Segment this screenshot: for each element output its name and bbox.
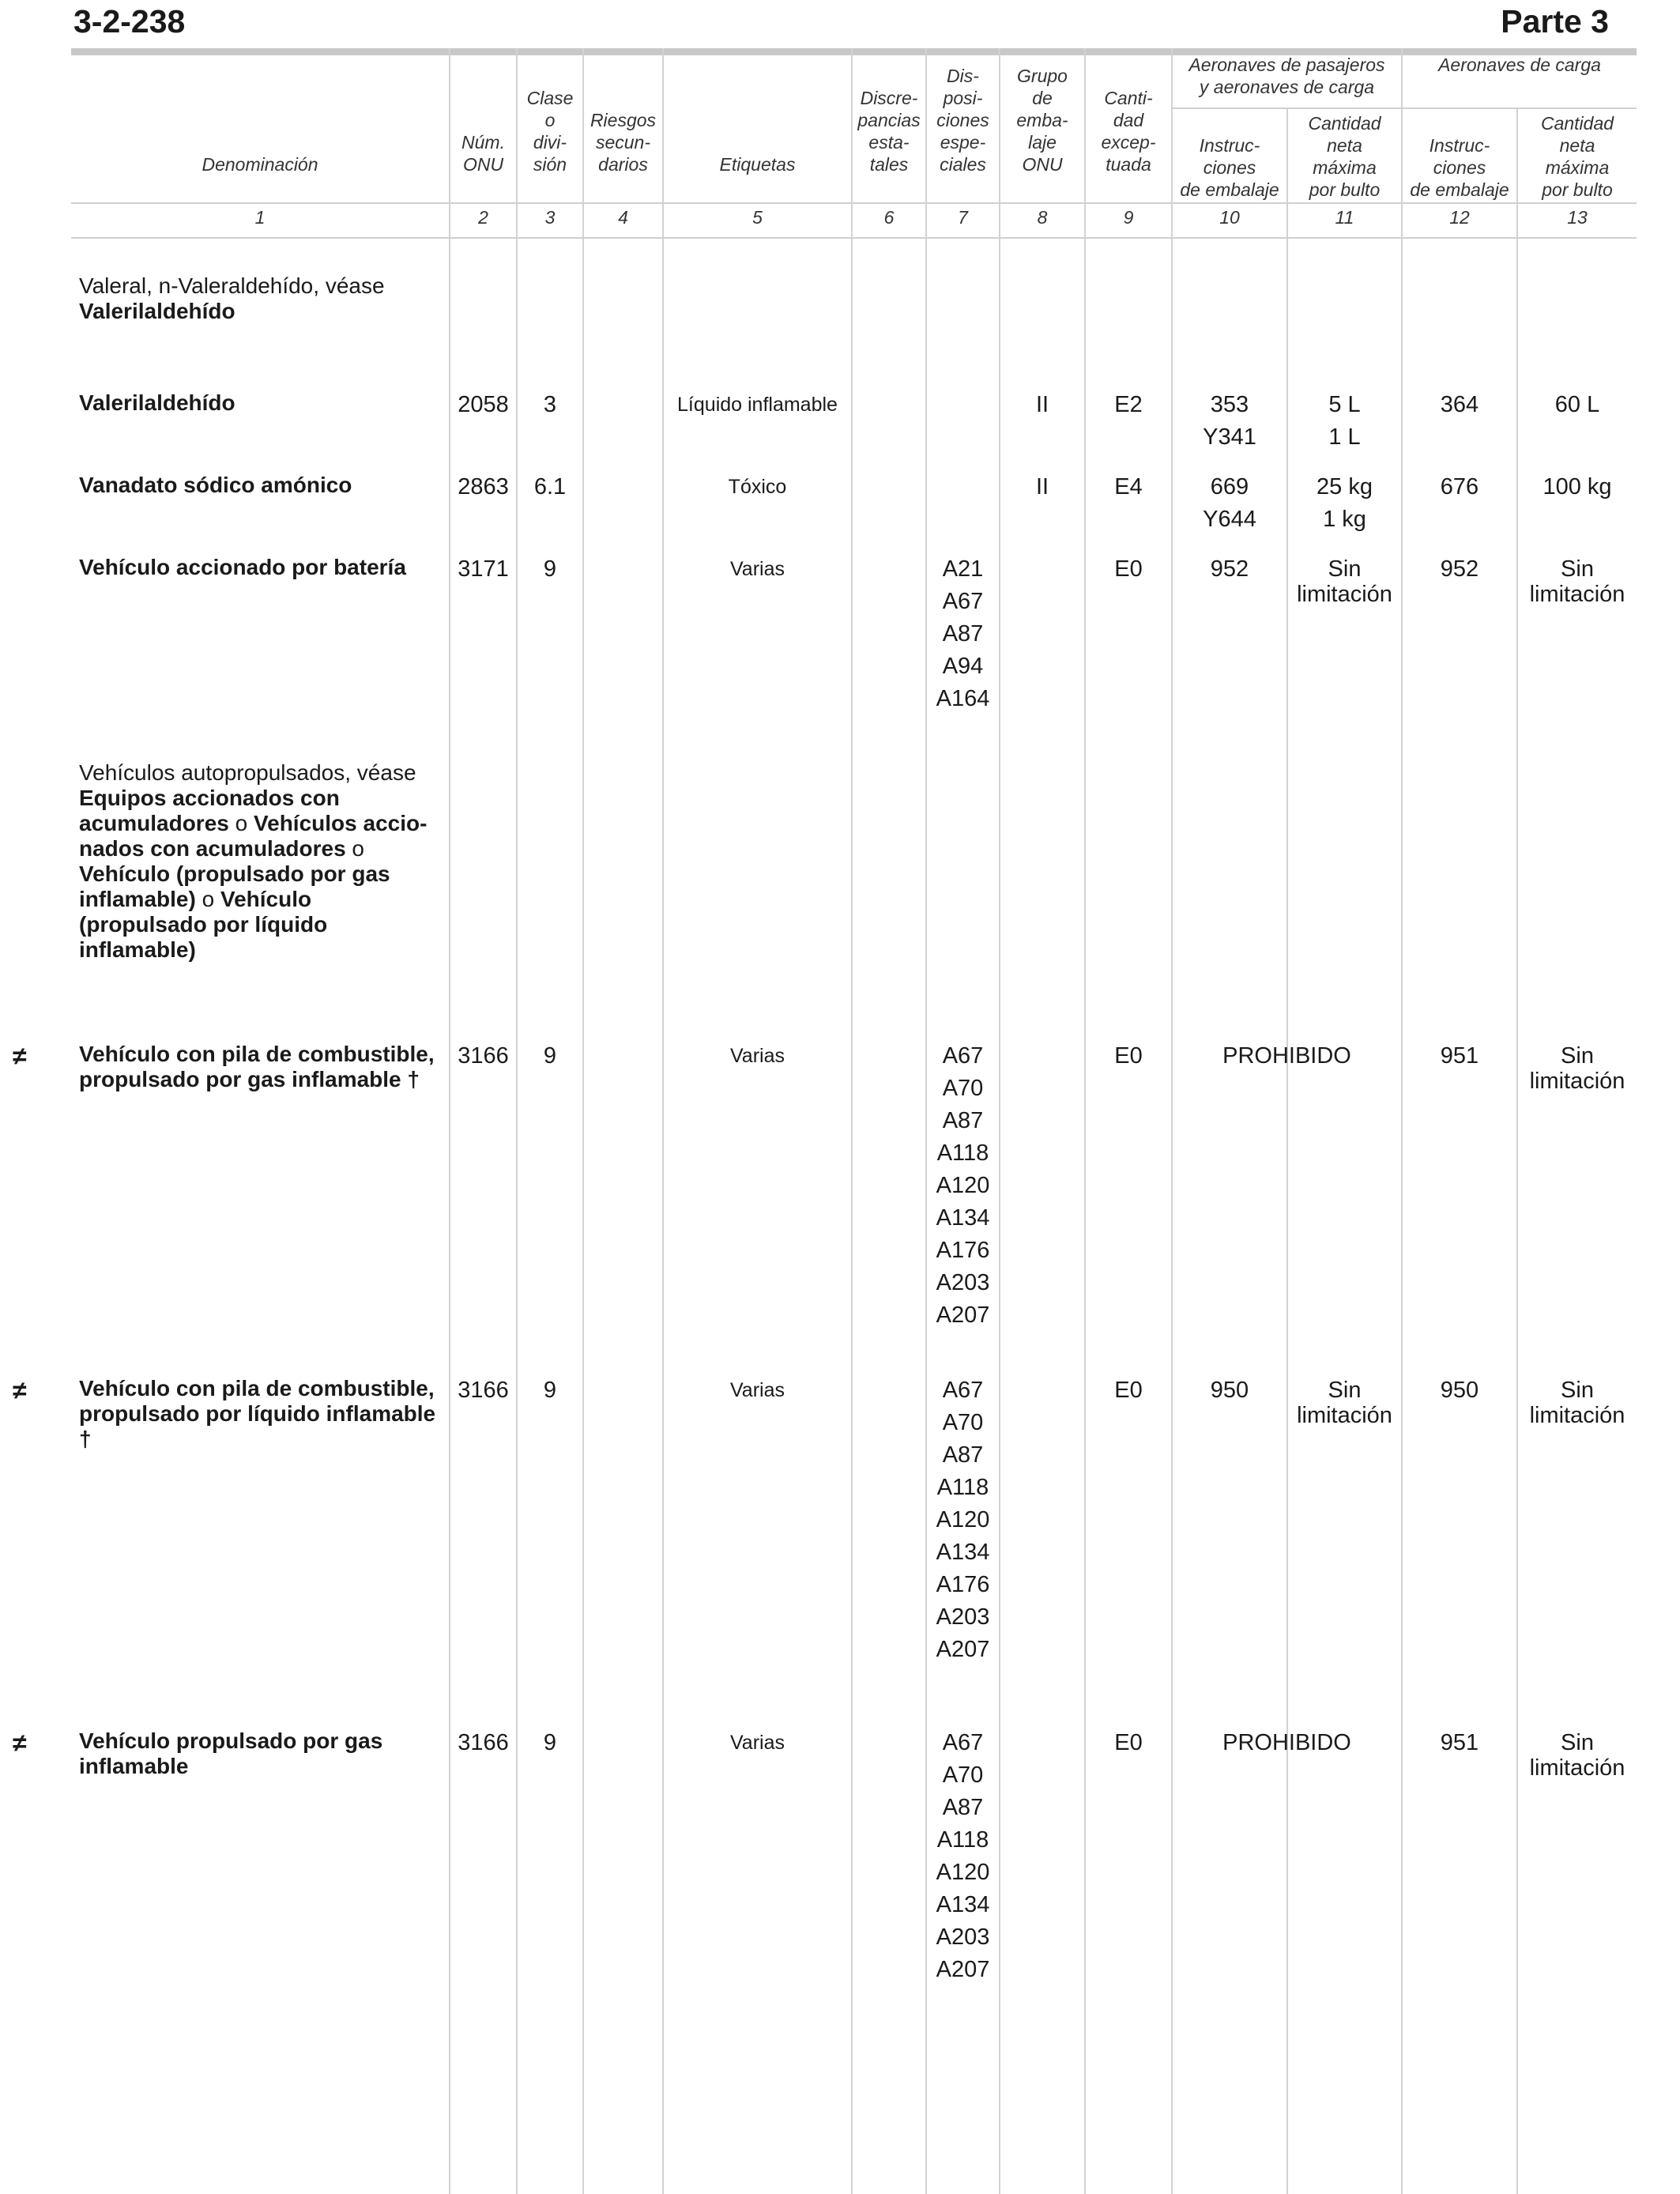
column-number: 7 [958, 207, 968, 228]
see-reference-target: Valerilaldehído [79, 299, 235, 323]
header-instrucciones-cargo: Instruc- ciones de embalaje [1410, 135, 1509, 200]
entry-name [79, 273, 450, 324]
special-provisions: A67 A70 A87 A118 A120 A134 A176 A203 A207 [936, 1043, 990, 1328]
column-number: 8 [1037, 207, 1048, 228]
column-divider [1401, 48, 1403, 2194]
un-number: 2863 [458, 474, 509, 499]
part-title: Parte 3 [1501, 3, 1609, 40]
see-reference-target: Vehículo (propulsado por líquido inflamable) [79, 887, 328, 962]
label: Líquido inflamable [677, 394, 838, 416]
header-riesgos: Riesgos secun- darios [590, 110, 657, 175]
excepted-quantity: E0 [1114, 556, 1143, 582]
cargo-max-quantity: Sin limitación [1529, 1378, 1625, 1428]
header-etiquetas: Etiquetas [719, 154, 796, 175]
entry-name: Valerilaldehído [79, 390, 235, 415]
see-reference-text: Vehículos autopropulsados, véase [79, 760, 416, 785]
header-grupo-embalaje: Grupo de emba- laje ONU [1016, 66, 1068, 175]
column-number: 2 [478, 207, 488, 228]
change-mark: ≠ [13, 1728, 27, 1757]
excepted-quantity: E0 [1114, 1378, 1143, 1403]
un-number: 2058 [458, 392, 509, 417]
header-cantidad-exceptuada: Canti- dad excep- tuada [1101, 88, 1156, 175]
passenger-forbidden: PROHIBIDO [1222, 1730, 1351, 1755]
label: Varias [729, 1379, 785, 1401]
header-denominacion: Denominación [202, 154, 318, 175]
cargo-packing-instruction: 952 [1440, 556, 1479, 582]
see-reference-target: Vehículo (propulsado por gas inflamable) [79, 861, 390, 911]
header-discrepancias: Discre- pancias esta- tales [857, 88, 921, 175]
column-number: 4 [618, 207, 628, 228]
entry-name: Vehículo accionado por batería [79, 555, 406, 579]
special-provisions: A67 A70 A87 A118 A120 A134 A176 A203 A207 [936, 1378, 990, 1662]
excepted-quantity: E2 [1114, 392, 1143, 417]
column-number: 11 [1335, 207, 1354, 228]
header-group-cargo: Aeronaves de carga [1438, 55, 1601, 75]
passenger-forbidden: PROHIBIDO [1222, 1043, 1351, 1069]
cargo-packing-instruction: 951 [1440, 1043, 1479, 1069]
cargo-packing-instruction: 676 [1440, 474, 1479, 499]
cargo-packing-instruction: 951 [1440, 1730, 1479, 1755]
header-cantidad-pax: Cantidad neta máxima por bulto [1308, 113, 1381, 200]
passenger-max-quantity: 25 kg 1 kg [1317, 474, 1373, 532]
passenger-packing-instruction: 353 Y341 [1203, 392, 1256, 450]
class-division: 9 [543, 1730, 557, 1755]
column-divider [851, 48, 853, 2194]
label: Varias [729, 1732, 785, 1754]
column-number: 12 [1449, 207, 1470, 228]
passenger-packing-instruction: 669 Y644 [1203, 474, 1256, 532]
header-rule [71, 202, 1637, 204]
column-divider [1171, 48, 1173, 2194]
group-rule [1172, 107, 1637, 109]
cargo-max-quantity: 100 kg [1543, 474, 1612, 499]
packing-group: II [1035, 392, 1049, 417]
passenger-max-quantity: Sin limitación [1297, 1378, 1392, 1428]
class-division: 9 [543, 1043, 557, 1069]
label: Varias [729, 1045, 785, 1067]
column-divider [449, 48, 450, 2194]
header-group-passenger: Aeronaves de pasajeros y aeronaves de carga [1188, 55, 1385, 97]
excepted-quantity: E0 [1114, 1043, 1143, 1069]
excepted-quantity: E0 [1114, 1730, 1143, 1755]
column-divider [516, 48, 518, 2194]
column-number: 5 [752, 207, 763, 228]
header-cantidad-cargo: Cantidad neta máxima por bulto [1540, 113, 1614, 200]
page-number: 3-2-238 [73, 3, 186, 40]
entry-name: Vehículos autopropulsados, véase Equipos accionados con acumuladores o Vehículos accio-nados con acumuladores o Vehículo (propulsado por gas inflamable) o Vehículo (propulsado por líquido inflamable) [79, 760, 428, 962]
un-number: 3166 [458, 1730, 509, 1755]
entry-name: Vehículo propulsado por gas inflamable [79, 1728, 383, 1778]
column-number: 3 [544, 207, 556, 228]
header-num-onu: Núm. ONU [461, 132, 505, 175]
header-clase: Clase o divi- sión [526, 88, 574, 175]
column-numbers-rule [71, 237, 1637, 239]
special-provisions: A21 A67 A87 A94 A164 [936, 556, 990, 711]
packing-group: II [1035, 474, 1049, 499]
see-reference-target: Equipos accionados con acumuladores [79, 786, 340, 835]
column-divider [662, 48, 664, 2194]
column-number: 13 [1567, 207, 1588, 228]
see-reference-target: Vehículos accio-nados con acumuladores [79, 811, 428, 861]
cargo-max-quantity: Sin limitación [1529, 556, 1625, 607]
un-number: 3171 [458, 556, 509, 582]
change-mark: ≠ [13, 1042, 27, 1070]
entry-name: Vanadato sódico amónico [79, 473, 352, 497]
cargo-packing-instruction: 364 [1440, 392, 1479, 417]
excepted-quantity: E4 [1114, 474, 1143, 499]
see-reference-text: Valeral, n-Valeraldehído, véase [79, 273, 385, 298]
label: Varias [729, 558, 785, 580]
passenger-packing-instruction: 950 [1210, 1378, 1249, 1403]
passenger-packing-instruction: 952 [1210, 556, 1249, 582]
cargo-max-quantity: Sin limitación [1529, 1730, 1625, 1781]
cargo-packing-instruction: 950 [1440, 1378, 1479, 1403]
change-mark: ≠ [13, 1376, 27, 1404]
passenger-max-quantity: 5 L 1 L [1328, 392, 1361, 450]
column-number: 9 [1123, 207, 1134, 228]
entry-name: Vehículo con pila de combustible, propulsado por gas inflamable † [79, 1042, 435, 1091]
label: Tóxico [728, 476, 787, 498]
header-instrucciones-pax: Instruc- ciones de embalaje [1180, 135, 1279, 200]
column-divider [1084, 48, 1086, 2194]
column-divider [999, 48, 1000, 2194]
cargo-max-quantity: Sin limitación [1529, 1043, 1625, 1094]
header-disposiciones: Dis- posi- ciones espe- ciales [936, 66, 989, 175]
column-number: 6 [883, 207, 895, 228]
cargo-max-quantity: 60 L [1554, 392, 1600, 417]
class-division: 9 [543, 1378, 557, 1403]
column-divider [582, 48, 584, 2194]
column-number: 1 [254, 207, 266, 228]
class-division: 6.1 [533, 474, 567, 499]
un-number: 3166 [458, 1043, 509, 1069]
un-number: 3166 [458, 1378, 509, 1403]
class-division: 3 [543, 392, 557, 417]
entry-name: Vehículo con pila de combustible, propulsado por líquido inflamable † [79, 1376, 436, 1451]
column-number: 10 [1219, 207, 1240, 228]
class-division: 9 [543, 556, 557, 582]
passenger-max-quantity: Sin limitación [1297, 556, 1392, 607]
special-provisions: A67 A70 A87 A118 A120 A134 A203 A207 [936, 1730, 990, 1982]
